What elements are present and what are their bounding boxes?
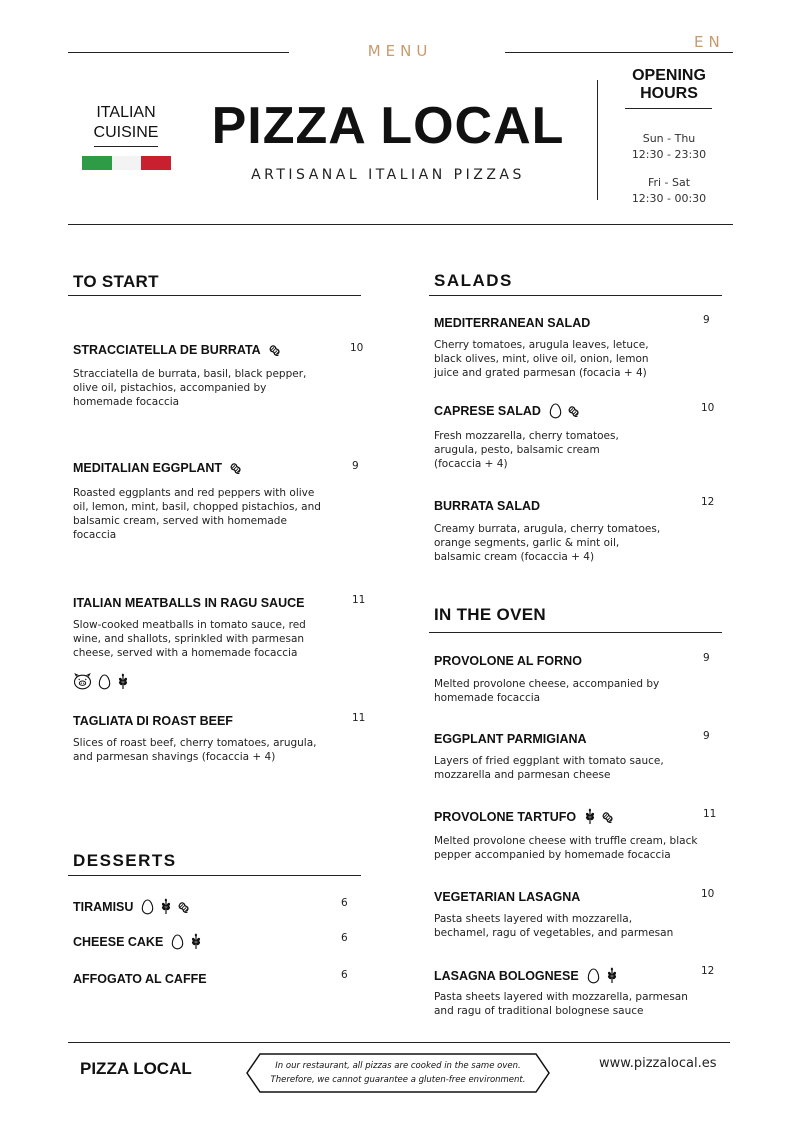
opening-hours-title-1: OPENING xyxy=(632,67,706,84)
flag-stripe-red xyxy=(141,156,171,170)
item-name: BURRATA SALAD xyxy=(434,499,541,513)
item-name-row xyxy=(434,890,580,904)
item-name: EGGPLANT PARMIGIANA xyxy=(434,732,587,746)
item-price: 6 xyxy=(341,969,348,981)
description-line: Creamy burrata, arugula, cherry tomatoes, xyxy=(434,523,661,535)
item-name-row xyxy=(434,967,618,984)
menu-item xyxy=(73,459,247,476)
menu-item xyxy=(73,714,233,728)
item-price: 11 xyxy=(352,594,366,606)
description-line: orange segments, garlic & mint oil, xyxy=(434,537,620,549)
description-line: and parmesan shavings (focaccia + 4) xyxy=(73,751,276,763)
description-line: Stracciatella de burrata, basil, black pepper, xyxy=(73,368,307,380)
header-top-rule-right xyxy=(505,52,733,53)
section-rule-to-start xyxy=(68,295,361,296)
allergen-icons xyxy=(171,933,202,950)
description-line: wine, and shallots, sprinkled with parmesan xyxy=(73,633,305,645)
description-line: pepper accompanied by homemade focaccia xyxy=(434,849,671,861)
section-title-desserts: DESSERTS xyxy=(73,851,177,870)
menu-item xyxy=(434,402,585,419)
item-name-row xyxy=(73,459,247,476)
description-line: mozzarella and parmesan cheese xyxy=(434,769,611,781)
description-line: Pasta sheets layered with mozzarella, parmesan xyxy=(434,991,688,1003)
item-name-row xyxy=(73,714,233,728)
description-line: Roasted eggplants and red peppers with olive xyxy=(73,487,315,499)
description-line: balsamic cream (focaccia + 4) xyxy=(434,551,595,563)
description-line: Melted provolone cheese, accompanied by xyxy=(434,678,660,690)
cuisine-line-1: ITALIAN xyxy=(96,104,156,121)
description-line: olive oil, pistachios, accompanied by xyxy=(73,382,267,394)
allergen-icons xyxy=(73,673,129,690)
section-rule-in-the-oven xyxy=(429,632,722,633)
item-price: 9 xyxy=(352,460,359,472)
item-description xyxy=(73,367,363,409)
menu-item xyxy=(434,732,587,746)
menu-label: MENU xyxy=(367,42,433,60)
item-name: VEGETARIAN LASAGNA xyxy=(434,890,581,904)
footer-brand: PIZZA LOCAL xyxy=(80,1059,192,1078)
header-top-rule-left xyxy=(68,52,289,53)
item-name: TIRAMISU xyxy=(73,899,134,914)
item-name-row xyxy=(73,972,207,986)
item-price: 6 xyxy=(341,932,348,944)
peanut-icon xyxy=(269,341,286,358)
gluten-notice xyxy=(246,1053,550,1093)
egg-icon xyxy=(171,934,184,950)
peanut-icon xyxy=(602,808,619,825)
wheat-icon xyxy=(584,808,596,825)
item-name: LASAGNA BOLOGNESE xyxy=(434,968,579,983)
description-line: oil, lemon, mint, basil, chopped pistachios, and xyxy=(73,501,321,513)
item-name: PROVOLONE TARTUFO xyxy=(434,809,577,824)
item-name-row xyxy=(434,654,582,668)
item-description xyxy=(434,677,724,705)
flag-stripe-white xyxy=(112,156,142,170)
weekday-label: Sun - Thu xyxy=(642,132,696,145)
wheat-icon xyxy=(117,673,129,690)
item-price: 11 xyxy=(352,712,366,724)
item-name-row xyxy=(73,933,202,950)
description-line: bechamel, ragu of vegetables, and parmesan xyxy=(434,927,674,939)
item-name: AFFOGATO AL CAFFE xyxy=(73,972,207,986)
item-name: CHEESE CAKE xyxy=(73,934,164,949)
description-line: Layers of fried eggplant with tomato sauce, xyxy=(434,755,664,767)
section-title-salads: SALADS xyxy=(434,271,513,290)
item-price: 10 xyxy=(350,342,364,354)
cuisine-underline xyxy=(94,146,158,147)
hours-divider xyxy=(597,80,598,200)
menu-item xyxy=(434,654,582,668)
cuisine-label xyxy=(84,103,168,143)
brand-title: PIZZA LOCAL xyxy=(211,97,565,155)
item-description xyxy=(434,834,734,862)
description-line: homemade focaccia xyxy=(434,692,541,704)
menu-item xyxy=(73,933,202,950)
description-line: black olives, mint, olive oil, onion, lemon xyxy=(434,353,649,365)
peanut-icon xyxy=(568,402,585,419)
description-line: and ragu of traditional bolognese sauce xyxy=(434,1005,644,1017)
item-price: 11 xyxy=(703,808,717,820)
header-bottom-rule xyxy=(68,224,733,225)
menu-item xyxy=(434,808,619,825)
menu-item xyxy=(73,596,304,610)
notice-line-2: Therefore, we cannot guarantee a gluten-free environment. xyxy=(270,1075,526,1085)
item-description xyxy=(73,618,363,660)
footer-rule xyxy=(68,1042,730,1043)
item-name-row xyxy=(434,499,540,513)
item-price: 10 xyxy=(701,402,715,414)
wheat-icon xyxy=(190,933,202,950)
item-description xyxy=(434,990,724,1018)
opening-hours-underline xyxy=(625,108,712,109)
description-line: Slow-cooked meatballs in tomato sauce, red xyxy=(73,619,306,631)
section-title-in-the-oven: IN THE OVEN xyxy=(434,605,546,624)
item-name: ITALIAN MEATBALLS IN RAGU SAUCE xyxy=(73,596,305,610)
item-name-row xyxy=(73,341,286,358)
allergen-icons xyxy=(549,402,585,419)
description-line: Pasta sheets layered with mozzarella, xyxy=(434,913,633,925)
egg-icon xyxy=(587,968,600,984)
item-name-row xyxy=(434,808,619,825)
item-name: MEDITALIAN EGGPLANT xyxy=(73,460,223,475)
menu-item xyxy=(73,972,207,986)
description-line: juice and grated parmesan (focacia + 4) xyxy=(434,367,647,379)
menu-item xyxy=(434,316,590,330)
description-line: focaccia xyxy=(73,529,117,541)
item-name-row xyxy=(434,402,585,419)
section-rule-salads xyxy=(429,295,722,296)
description-line: cheese, served with a homemade focaccia xyxy=(73,647,298,659)
egg-icon xyxy=(98,674,111,690)
item-name-row xyxy=(434,732,587,746)
italian-flag xyxy=(82,156,171,170)
pig-icon xyxy=(73,673,92,690)
allergen-icons xyxy=(269,341,286,358)
tagline: ARTISANAL ITALIAN PIZZAS xyxy=(251,167,525,183)
egg-icon xyxy=(549,403,562,419)
notice-line-1: In our restaurant, all pizzas are cooked in the same oven. xyxy=(275,1061,521,1071)
allergen-icons xyxy=(587,967,618,984)
item-description xyxy=(434,429,724,471)
egg-icon xyxy=(141,899,154,915)
peanut-icon xyxy=(178,898,195,915)
menu-item xyxy=(73,898,195,915)
description-line: Fresh mozzarella, cherry tomatoes, xyxy=(434,430,619,442)
weekend-label: Fri - Sat xyxy=(647,176,691,189)
allergen-icons xyxy=(584,808,619,825)
menu-item xyxy=(434,890,580,904)
notice-text xyxy=(246,1059,550,1087)
description-line: homemade focaccia xyxy=(73,396,180,408)
wheat-icon xyxy=(606,967,618,984)
item-price: 9 xyxy=(703,652,710,664)
item-name-row xyxy=(73,596,304,610)
section-rule-desserts xyxy=(68,875,361,876)
item-price: 12 xyxy=(701,965,715,977)
item-name: TAGLIATA DI ROAST BEEF xyxy=(73,714,233,728)
cuisine-line-2: CUISINE xyxy=(93,124,159,141)
section-title-to-start: TO START xyxy=(73,272,159,291)
item-name-row xyxy=(73,898,195,915)
item-price: 12 xyxy=(701,496,715,508)
item-name: MEDITERRANEAN SALAD xyxy=(434,316,591,330)
flag-stripe-green xyxy=(82,156,112,170)
description-line: Melted provolone cheese with truffle cream, black xyxy=(434,835,698,847)
weekday-hours: 12:30 - 23:30 xyxy=(631,148,707,161)
item-name: STRACCIATELLA DE BURRATA xyxy=(73,342,261,357)
wheat-icon xyxy=(160,898,172,915)
item-price: 6 xyxy=(341,897,348,909)
allergen-icons xyxy=(230,459,247,476)
description-line: (focaccia + 4) xyxy=(434,458,508,470)
description-line: Cherry tomatoes, arugula leaves, letuce, xyxy=(434,339,649,351)
weekend-hours: 12:30 - 00:30 xyxy=(631,192,707,205)
allergen-icons xyxy=(141,898,195,915)
item-price: 9 xyxy=(703,730,710,742)
description-line: balsamic cream, served with homemade xyxy=(73,515,287,527)
item-name: PROVOLONE AL FORNO xyxy=(434,654,582,668)
language-switch[interactable]: EN xyxy=(694,33,725,51)
description-line: Slices of roast beef, cherry tomatoes, arugula, xyxy=(73,737,317,749)
item-name-row xyxy=(434,316,590,330)
item-description xyxy=(73,486,363,542)
peanut-icon xyxy=(230,459,247,476)
menu-item xyxy=(73,341,286,358)
item-description xyxy=(434,754,724,782)
item-name: CAPRESE SALAD xyxy=(434,403,541,418)
item-description xyxy=(434,338,724,380)
item-description xyxy=(434,522,724,564)
item-description xyxy=(73,736,363,764)
opening-hours-title-2: HOURS xyxy=(640,85,698,102)
item-price: 10 xyxy=(701,888,715,900)
opening-hours-title xyxy=(614,67,724,103)
menu-item xyxy=(434,499,540,513)
website-link[interactable]: www.pizzalocal.es xyxy=(599,1056,717,1071)
description-line: arugula, pesto, balsamic cream xyxy=(434,444,600,456)
item-description xyxy=(434,912,724,940)
menu-item xyxy=(434,967,618,984)
item-price: 9 xyxy=(703,314,710,326)
